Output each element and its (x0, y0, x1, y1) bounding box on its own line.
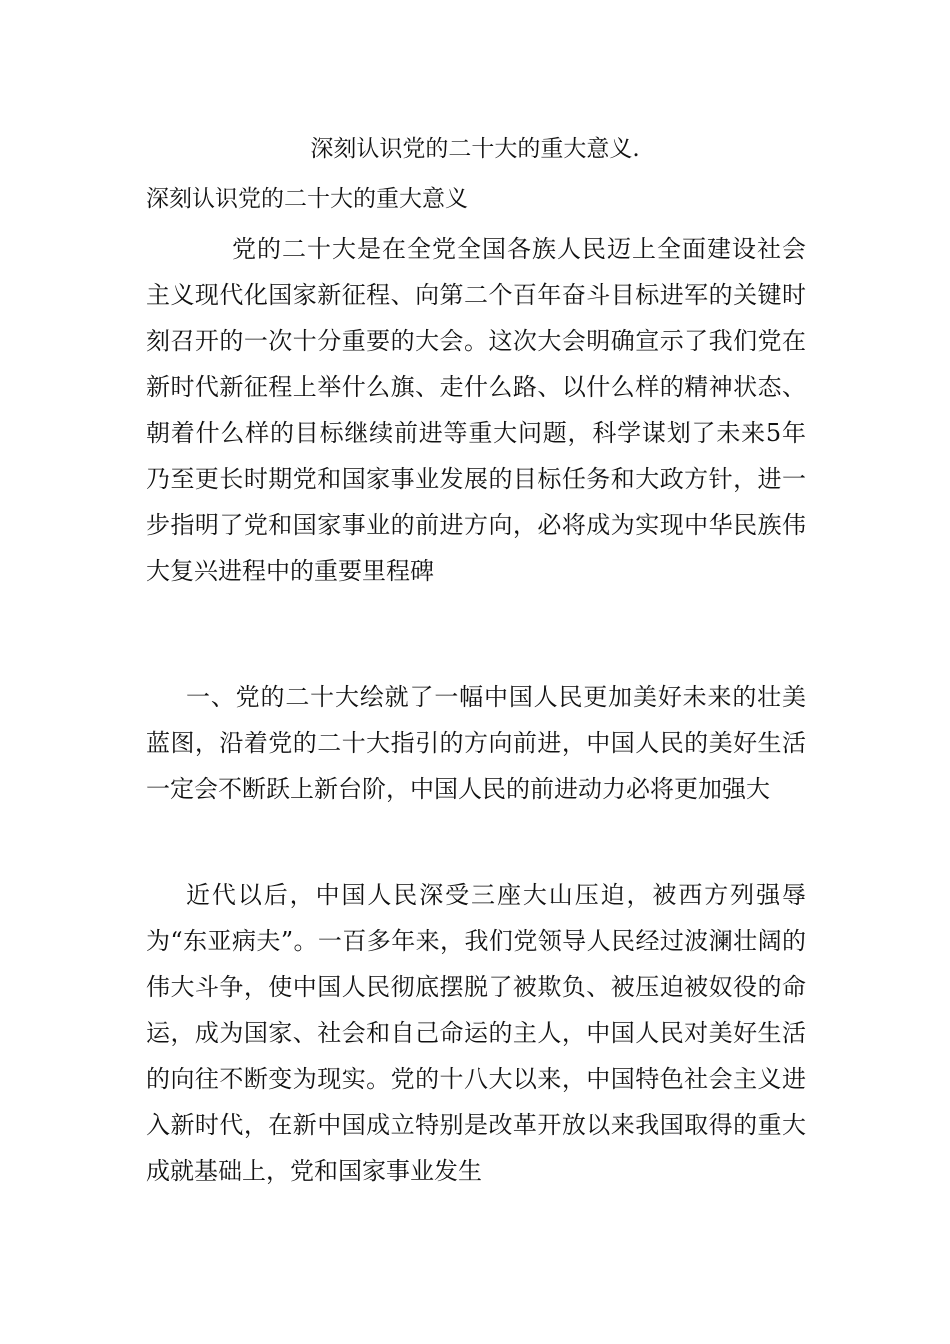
body-paragraph-intro: 党的二十大是在全党全国各族人民迈上全面建设社会主义现代化国家新征程、向第二个百年奋斗目标进军的关键时刻召开的一次十分重要的大会。这次大会明确宣示了我们党在新时代新征程上举什么旗、走什么路、以什么样的精神状态、朝着什么样的目标继续前进等重大问题，科学谋划了未来5年乃至更长时期党和国家事业发展的目标任务和大政方针，进一步指明了党和国家事业的前进方向，必将成为实现中华民族伟大复兴进程中的重要里程碑 (146, 235, 806, 585)
document-title: 深刻认识党的二十大的重大意义. (310, 136, 640, 162)
body-paragraph-history: 近代以后，中国人民深受三座大山压迫，被西方列强辱为“东亚病夫”。一百多年来，我们党领导人民经过波澜壮阔的伟大斗争，使中国人民彻底摆脱了被欺负、被压迫被奴役的命运，成为国家、社会和自己命运的主人，中国人民对美好生活的向往不断变为现实。党的十八大以来，中国特色社会主义进入新时代，在新中国成立特别是改革开放以来我国取得的重大成就基础上，党和国家事业发生 (146, 881, 806, 1185)
body-paragraph-section-heading: 一、党的二十大绘就了一幅中国人民更加美好未来的壮美蓝图，沿着党的二十大指引的方向前进，中国人民的美好生活一定会不断跃上新台阶，中国人民的前进动力必将更加强大 (146, 683, 806, 803)
document-subtitle: 深刻认识党的二十大的重大意义 (146, 186, 468, 212)
